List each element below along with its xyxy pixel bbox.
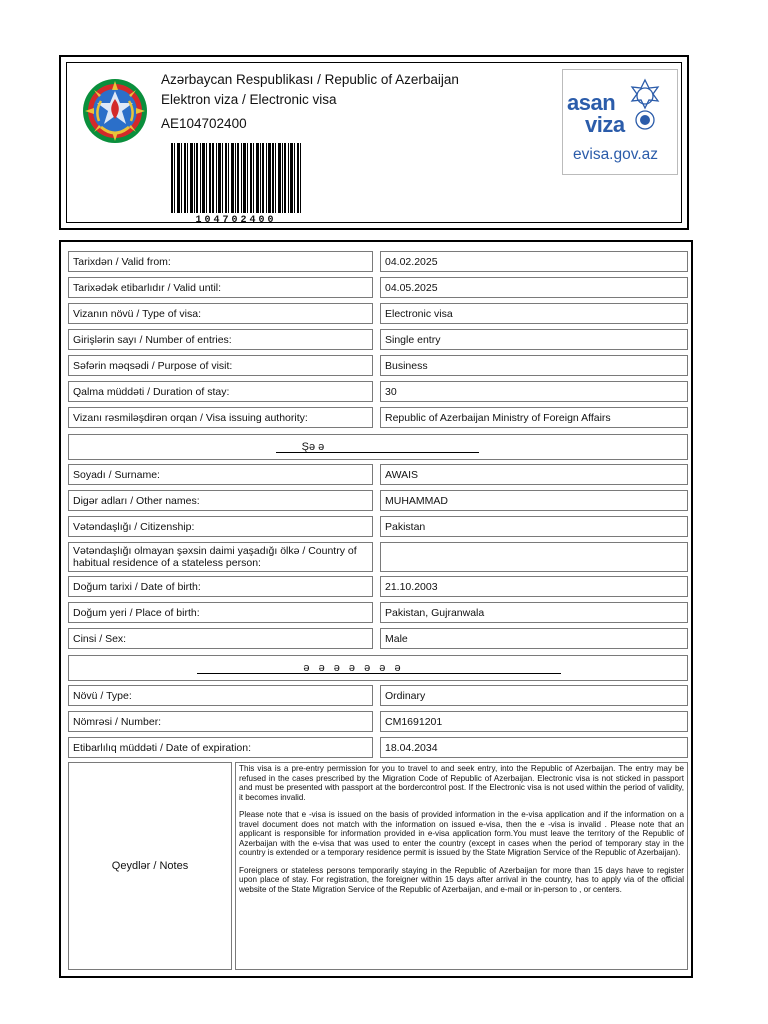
- row-label: Vətəndaşlığı olmayan şəxsin daimi yaşadığı ölkə / Country of habitual residence of a stateless person:: [68, 542, 373, 572]
- row-label: Qalma müddəti / Duration of stay:: [68, 381, 373, 402]
- section-underline: [276, 452, 479, 453]
- azerbaijan-coat-of-arms-icon: [81, 77, 149, 145]
- header-visa-type: Elektron viza / Electronic visa: [161, 92, 337, 107]
- row-label: Soyadı / Surname:: [68, 464, 373, 485]
- section-underline: [197, 673, 561, 674]
- row-value: Male: [380, 628, 688, 649]
- row-label: Nömrəsi / Number:: [68, 711, 373, 732]
- globe-icon: [621, 76, 669, 138]
- row-value: Pakistan, Gujranwala: [380, 602, 688, 623]
- row-value: Ordinary: [380, 685, 688, 706]
- visa-header-inner: [66, 62, 682, 226]
- row-value: AWAIS: [380, 464, 688, 485]
- row-value: 04.05.2025: [380, 277, 688, 298]
- notes-paragraph: This visa is a pre-entry permission for you to travel to and seek entry, into the Republic of Azerbaijan. The entry may be refused in the cases prescribed by the Migration Code of Republic of Azerbaijan. Electronic visa is not sticked in passport and must be presented with passport at the bordercontrol post. If the Electronic visa is not used within the period of validity, it becomes invalid.: [239, 764, 684, 802]
- row-label: Vizanı rəsmiləşdirən orqan / Visa issuing authority:: [68, 407, 373, 428]
- visa-details-table: [59, 240, 693, 978]
- row-label: Tarixədək etibarlıdır / Valid until:: [68, 277, 373, 298]
- barcode-number: 104702400: [195, 215, 277, 226]
- document-section-title: ə ə ə ə ə ə ə: [303, 662, 401, 674]
- notes-text-cell: [235, 762, 688, 970]
- row-value: Republic of Azerbaijan Ministry of Foreign Affairs: [380, 407, 688, 428]
- asan-viza-logo: [562, 69, 678, 175]
- row-value: Business: [380, 355, 688, 376]
- row-label: Doğum tarixi / Date of birth:: [68, 576, 373, 597]
- row-label: Girişlərin sayı / Number of entries:: [68, 329, 373, 350]
- logo-url: evisa.gov.az: [573, 146, 659, 163]
- row-label: Digər adları / Other names:: [68, 490, 373, 511]
- logo-word-viza: viza: [585, 112, 625, 137]
- logo-word-asan: asan: [567, 90, 616, 115]
- row-label: Səfərin məqsədi / Purpose of visit:: [68, 355, 373, 376]
- row-value: Electronic visa: [380, 303, 688, 324]
- row-value: 21.10.2003: [380, 576, 688, 597]
- personal-section-header: [68, 434, 688, 460]
- visa-header: [59, 55, 689, 230]
- row-value: Single entry: [380, 329, 688, 350]
- notes-label: Qeydlər / Notes: [111, 860, 189, 872]
- barcode: [171, 143, 301, 213]
- personal-section-title: Şə ə: [301, 441, 325, 453]
- row-label: Vizanın növü / Type of visa:: [68, 303, 373, 324]
- row-label: Doğum yeri / Place of birth:: [68, 602, 373, 623]
- row-value: [380, 542, 688, 572]
- notes-label-cell: [68, 762, 232, 970]
- row-label: Vətəndaşlığı / Citizenship:: [68, 516, 373, 537]
- row-value: 18.04.2034: [380, 737, 688, 758]
- header-visa-number: AE104702400: [161, 116, 247, 131]
- notes-paragraph: Please note that e -visa is issued on the basis of provided information in the e-visa application and if the information on a travel document does not match with the information on issued e-visa, then the e -visa is invalid . Please note that an applicant is responsible for information provided in e-visa application form.You must leave the territory of the Republic of Azerbaijan with the e-visa that was used to enter the country (except in cases when the period of temporary stay in the country is extended or a temporary residence permit is issued by the State Migration Service of the Republic of Azerbaijan).: [239, 810, 684, 857]
- row-value: Pakistan: [380, 516, 688, 537]
- row-value: CM1691201: [380, 711, 688, 732]
- row-value: MUHAMMAD: [380, 490, 688, 511]
- row-label: Etibarlılıq müddəti / Date of expiration:: [68, 737, 373, 758]
- notes-paragraph: Foreigners or stateless persons temporarily staying in the Republic of Azerbaijan for more than 15 days have to register upon place of stay. For registration, the foreigner within 15 days after arrival in the country, has to apply via of the official website of the State Migration Service of the Republic of Azerbaijan, and e-mail or in-person to , or centers.: [239, 865, 684, 894]
- row-value: 04.02.2025: [380, 251, 688, 272]
- document-section-header: [68, 655, 688, 681]
- row-label: Növü / Type:: [68, 685, 373, 706]
- row-label: Tarixdən / Valid from:: [68, 251, 373, 272]
- row-value: 30: [380, 381, 688, 402]
- header-country: Azərbaycan Respublikası / Republic of Azerbaijan: [161, 72, 459, 87]
- row-label: Cinsi / Sex:: [68, 628, 373, 649]
